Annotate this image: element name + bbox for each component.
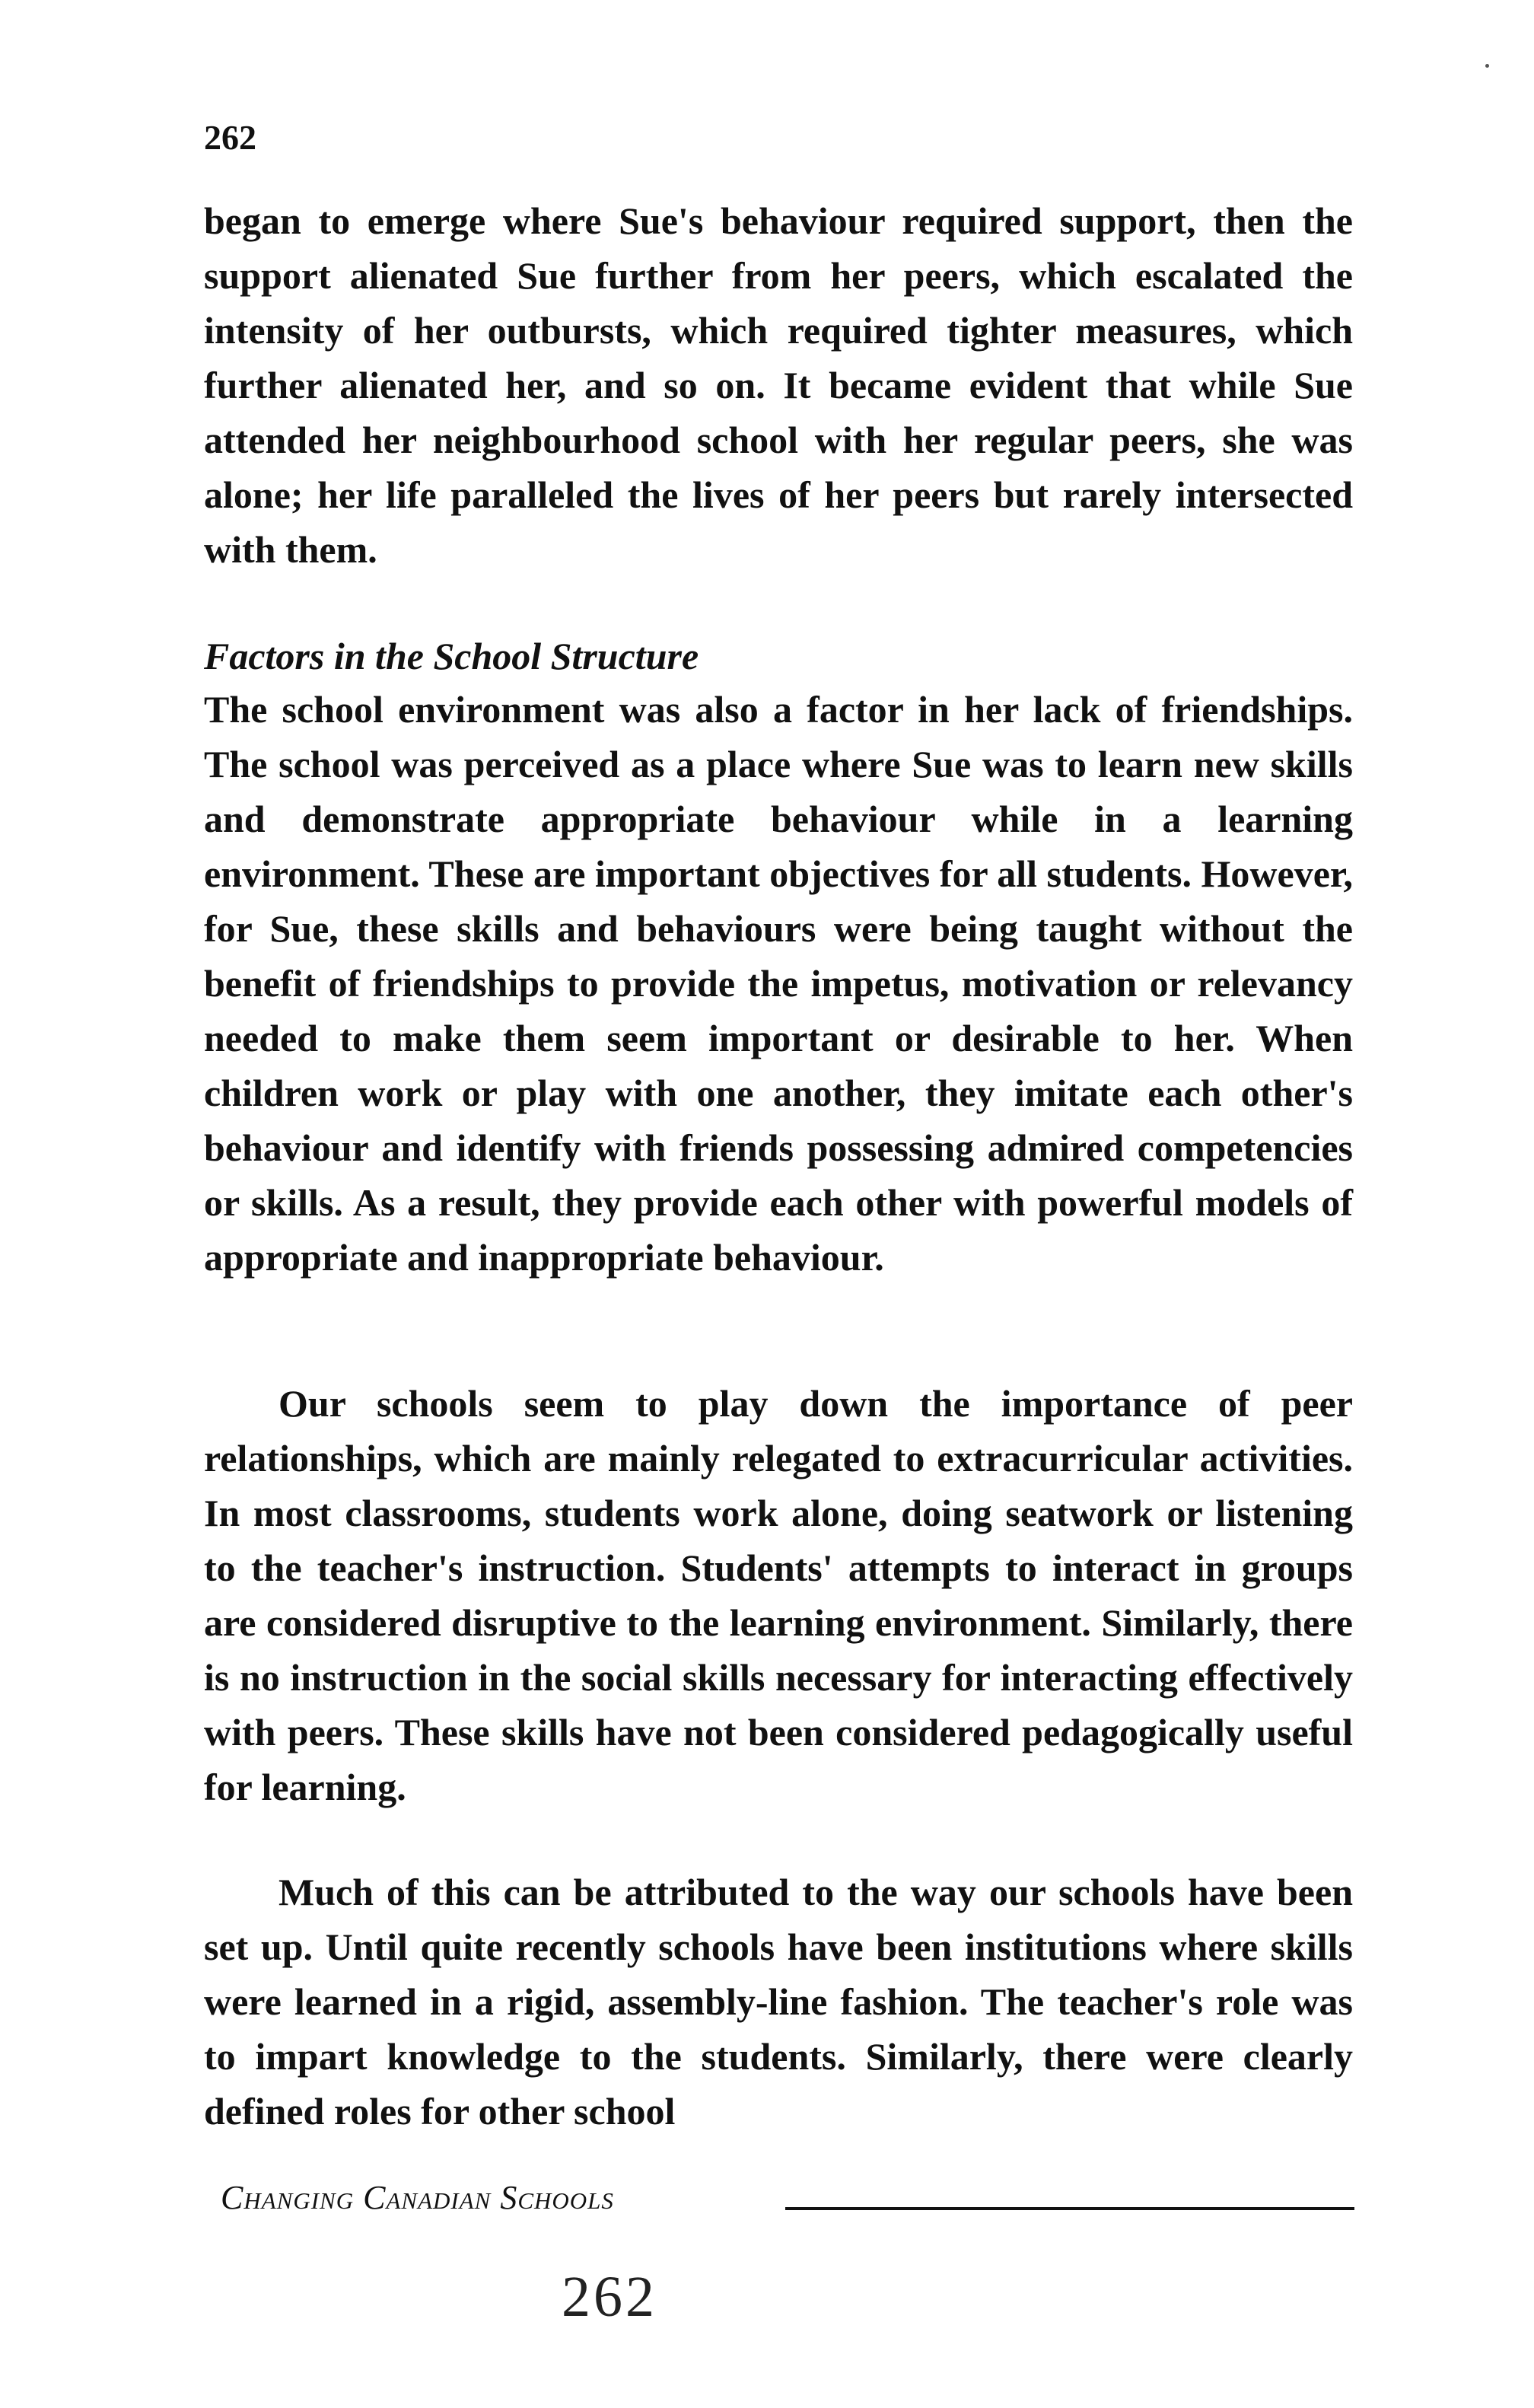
paragraph-school-environment (204, 682, 1353, 1285)
running-footer (221, 2175, 1354, 2221)
paragraph-text: Much of this can be attributed to the way our schools have been set up. Until quite recently schools have been institutions where skills were learned in a rigid, assembly-line fashion. The teacher's role was to impart knowledge to the students. Similarly, there were clearly defined roles for other school (204, 1871, 1353, 2132)
paragraph-continuation (204, 193, 1353, 577)
footer-title: Changing Canadian Schools (221, 2179, 614, 2216)
paragraph-text: Our schools seem to play down the importance of peer relationships, which are mainly relegated to extracurricular activities. In most classrooms, students work alone, doing seatwork or listening to the teacher's instruction. Students' attempts to interact in groups are considered disruptive to the learning environment. Similarly, there is no instruction in the social skills necessary for interacting effectively with peers. These skills have not been considered pedagogically useful for learning. (204, 1382, 1353, 1808)
paragraph-peer-relationships (204, 1376, 1353, 1814)
stamped-page-number: 262 (562, 2265, 657, 2329)
page-number: 262 (204, 118, 256, 157)
paragraph-text: began to emerge where Sue's behaviour required support, then the support alienated Sue further from her peers, which escalated the intensity of her outbursts, which required tighter measures, which further alienated her, and so on. It became evident that while Sue attended her neighbourhood school with her regular peers, she was alone; her life paralleled the lives of her peers but rarely intersected with them. (204, 199, 1353, 571)
scan-speck (1485, 64, 1489, 68)
paragraph-text: The school environment was also a factor in her lack of friendships. The school was perceived as a place where Sue was to learn new skills and demonstrate appropriate behaviour while in a learning environment. These are important objectives for all students. However, for Sue, these skills and behaviours were being taught without the benefit of friendships to provide the impetus, motivation or relevancy needed to make them seem important or desirable to her. When children work or play with one another, they imitate each other's behaviour and identify with friends possessing admired competencies or skills. As a result, they provide each other with powerful models of appropriate and inappropriate behaviour. (204, 688, 1353, 1279)
footer-rule (785, 2207, 1354, 2210)
paragraph-school-setup (204, 1865, 1353, 2139)
section-heading: Factors in the School Structure (204, 635, 699, 677)
